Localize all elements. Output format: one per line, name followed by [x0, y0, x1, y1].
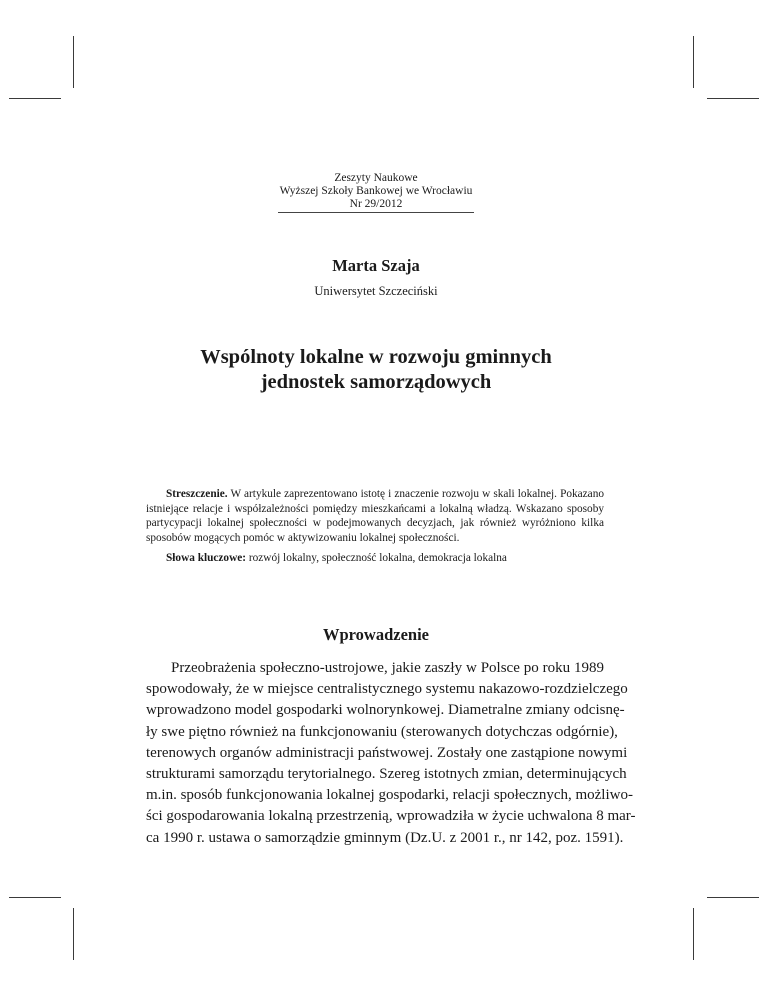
body-line: Przeobrażenia społeczno-ustrojowe, jakie zaszły w Polsce po roku 1989	[171, 660, 604, 676]
journal-rule	[278, 212, 474, 213]
crop-mark-bottom-left-horizontal	[9, 897, 61, 898]
body-line: spowodowały, że w miejsce centralistycznego systemu nakazowo-rozdzielczego	[146, 681, 628, 698]
body-line: wprowadzono model gospodarki wolnorynkowej. Diametralne zmiany odcisnę-	[146, 702, 625, 719]
body-line: ca 1990 r. ustawa o samorządzie gminnym (Dz.U. z 2001 r., nr 142, poz. 1591).	[146, 829, 624, 846]
paper-title-line-1: Wspólnoty lokalne w rozwoju gminnych	[200, 346, 552, 368]
body-line: m.in. sposób funkcjonowania lokalnej gospodarki, relacji społecznych, możliwo-	[146, 787, 633, 804]
body-line: ści gospodarowania lokalną przestrzenią, wprowadziła w życie uchwalona 8 mar-	[146, 808, 636, 825]
body-line: strukturami samorządu terytorialnego. Szereg istotnych zmian, determinujących	[146, 766, 627, 783]
keywords	[166, 551, 606, 565]
body-paragraph	[146, 658, 636, 849]
crop-mark-bottom-left-vertical	[73, 908, 74, 960]
crop-mark-top-left-horizontal	[9, 98, 61, 99]
journal-line-3: Nr 29/2012	[349, 198, 403, 210]
journal-line-2: Wyższej Szkoły Bankowej we Wrocławiu	[279, 185, 473, 197]
crop-mark-top-right-vertical	[693, 36, 694, 88]
crop-mark-bottom-right-vertical	[693, 908, 694, 960]
paper-title	[0, 345, 752, 395]
keywords-text: rozwój lokalny, społeczność lokalna, demokracja lokalna	[246, 552, 507, 564]
abstract-label: Streszczenie.	[166, 488, 228, 500]
paper-title-line-2: jednostek samorządowych	[260, 371, 492, 393]
keywords-label: Słowa kluczowe:	[166, 552, 247, 564]
author-affiliation: Uniwersytet Szczeciński	[314, 284, 438, 298]
journal-line-1: Zeszyty Naukowe	[334, 172, 418, 184]
body-line: terenowych organów administracji państwowej. Zostały one zastąpione nowymi	[146, 744, 628, 761]
abstract-text: W artykule zaprezentowano istotę i znaczenie rozwoju w skali lokalnej. Pokazano istniejące relacje i współzależności pomiędzy mieszkańcami a lokalną władzą. Wskazano sposoby partycypacji lokalnej społeczności w podejmowanych decyzjach, jak również wyróżniono kilka sposobów mogących pomóc w aktywizowaniu lokalnej społeczności.	[146, 488, 604, 544]
crop-mark-top-right-horizontal	[707, 98, 759, 99]
body-line: ły swe piętno również na funkcjonowaniu (sterowanych dotychczas odgórnie),	[146, 723, 618, 740]
crop-mark-bottom-right-horizontal	[707, 897, 759, 898]
abstract	[146, 487, 604, 545]
journal-header	[0, 172, 752, 211]
crop-mark-top-left-vertical	[73, 36, 74, 88]
author-name: Marta Szaja	[332, 256, 420, 275]
section-heading: Wprowadzenie	[322, 625, 430, 644]
